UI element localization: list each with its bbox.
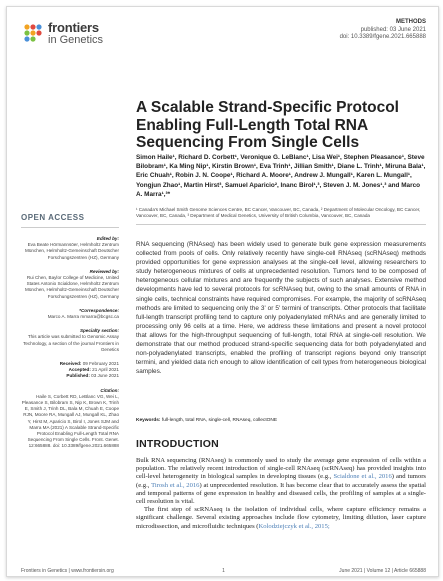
reviewed-by	[21, 269, 119, 300]
article-meta	[340, 19, 426, 42]
citation-link[interactable]: Kolodziejczyk et al., 2015;	[258, 522, 330, 530]
author-list: Simon Haile¹, Richard D. Corbett¹, Veronique G. LeBlanc¹, Lisa Wei¹, Stephen Pleasance¹, Steve Bilobram¹, Ka Ming Nip¹, Kirstin Brown¹, Eva Trinh¹, Jillian Smith¹, Diane L. Trinh¹, Miruna Bala¹, Eric Chuah¹, Robin J. N. Coope¹, Richard A. Moore¹, Andrew J. Mungall¹, Karen L. Mungall¹, Yongjun Zhao¹, Martin Hirst³, Samuel Aparicio², Inanc Birol¹,³, Steven J. M. Jones¹,³ and Marco A. Marra¹,³*	[136, 154, 426, 198]
keywords-label: Keywords:	[136, 418, 161, 423]
footer-volume: June 2021 | Volume 12 | Article 665888	[339, 568, 426, 574]
doi-link[interactable]: doi: 10.3389/fgene.2021.665888	[339, 34, 426, 40]
keywords-list: full-length, total RNA, single-cell, RNAseq, collectONE	[161, 418, 278, 423]
abstract: RNA sequencing (RNAseq) has been widely used to generate bulk gene expression measurements collected from pools of cells. Only relatively recently have single-cell RNAseq (scRNAseq) methods provided opportunities for gene expression analyses at the single-cell level, allowing researchers to study heterogeneous mixtures of cells at unprecedented resolution. Tumors tend to be composed of heterogeneous cellular mixtures and are frequently the subjects of such analyses. Extensive method developments have led to several protocols for scRNAseq but, owing to the small amounts of RNA in single cells, technical constraints have required compromises. For example, the majority of scRNAseq methods are limited to sequencing only the 3' or 5' termini of transcripts. Other protocols that facilitate full-length transcript profiling tend to capture only polyadenylated mRNAs and are generally limited to processing only 96 cells at a time. Here, we address these limitations and present a novel protocol that allows for the high-throughput sequencing of full-length, total RNA at single-cell resolution. We demonstrate that our method produced strand-specific sequencing data for both polyadenylated and non-polyadenylated transcripts, enabled the profiling of transcript regions beyond only transcript termini, and yielded data rich enough to allow identification of cell types from heterogeneous biological samples.	[136, 241, 426, 376]
logo-journal-name: in Genetics	[48, 34, 104, 46]
article-title: A Scalable Strand-Specific Protocol Enabling Full-Length Total RNA Sequencing From Single Cells	[136, 99, 399, 151]
citation-link[interactable]: Tirosh et al., 2016	[151, 481, 200, 489]
reviewed-by-text: Rui Chen, Baylor College of Medicine, United States Antonio Scialdone, Helmholtz Zentrum München, Helmholtz-Gemeinschaft Deutscher Forschungszentren (HZ), Germany	[25, 275, 119, 299]
correspondence-text[interactable]: Marco A. Marra mmarra@bcgsc.ca	[47, 314, 119, 320]
sidebar-info	[21, 213, 119, 450]
accepted-date: 21 April 2021	[92, 367, 119, 373]
received-label: Received:	[59, 361, 82, 367]
page-number: 1	[222, 568, 225, 574]
correspondence-heading: *Correspondence:	[79, 307, 119, 313]
logo-wordmark: frontiers	[48, 20, 99, 35]
open-access-label: OPEN ACCESS	[21, 213, 85, 222]
article-type: METHODS	[396, 19, 426, 25]
received-date: 09 February 2021	[82, 361, 119, 367]
accepted-label: Accepted:	[68, 367, 91, 373]
affiliations: ¹ Canada's Michael Smith Genome Sciences Centre, BC Cancer, Vancouver, BC, Canada, ² Department of Molecular Oncology, BC Cancer, Vancouver, BC, Canada, ³ Department of Medical Genetics, University of British Columbia, Vancouver, BC, Canada	[136, 207, 426, 225]
journal-logo[interactable]	[21, 19, 141, 53]
specialty-heading: Specialty section:	[79, 328, 119, 334]
edited-by-heading: Edited by:	[96, 236, 119, 241]
edited-by-text: Eva Beate Hörmannsöer, Helmholtz Zentrum München, Helmholtz-Gemeinschaft Deutscher Forschungszentren (HZ), Germany	[25, 242, 119, 260]
introduction-text	[136, 457, 426, 531]
specialty-section	[21, 328, 119, 353]
specialty-text: This article was submitted to Genomic Assay Technology, a section of the journal Frontiers in Genetics	[23, 334, 119, 352]
correspondence	[21, 308, 119, 320]
published-label: Published:	[66, 373, 90, 379]
published-date-left: 03 June 2021	[91, 373, 119, 379]
citation-heading: Citation:	[100, 387, 119, 393]
keywords	[136, 418, 426, 424]
citation-link[interactable]: Scialdone et al., 2016	[333, 473, 392, 481]
footer-journal[interactable]: Frontiers in Genetics | www.frontiersin.org	[21, 568, 114, 574]
intro-paragraph: The first step of scRNAseq is the isolation of individual cells, where capture efficiency remains a significant challenge. Several existing approaches include flow cytometry, limiting dilution, laser capture microdissection, and microfluidic techniques (Kolodziejczyk et al., 2015;	[136, 506, 426, 530]
dates	[21, 361, 119, 380]
section-heading-introduction: INTRODUCTION	[136, 438, 219, 450]
intro-paragraph: Bulk RNA sequencing (RNAseq) is commonly used to study the average gene expression of cells within a population. The relatively recent introduction of single-cell RNAseq (scRNAseq) has provided insights into cell-level heterogeneity in biological samples in developing tissues (e.g., Scialdone et al., 2016) and tumors (e.g., Tirosh et al., 2016) at unprecedented resolution. It has become clear that to accurately assess the spatial and temporal patterns of gene expression in healthy and diseased cells, the profiling of samples at a single-cell resolution is vital.	[136, 457, 426, 506]
article-page	[6, 6, 439, 577]
edited-by	[21, 236, 119, 261]
citation	[21, 388, 119, 450]
reviewed-by-heading: Reviewed by:	[89, 268, 119, 274]
citation-text: Haile S, Corbett RD, LeBlanc VG, Wei L, Pleasance S, Bilobram S, Nip K, Brown K, Trinh E, Smith J, Trinh DL, Bala M, Chuah E, Coope RJN, Moore RA, Mungall AJ, Mungall KL, Zhao Y, Hirst M, Aparicio S, Birol I, Jones SJM and Marra MA (2021) A Scalable Strand-Specific Protocol Enabling Full-Length Total RNA Sequencing From Single Cells. Front. Genet. 12:665888. doi: 10.3389/fgene.2021.665888	[21, 393, 119, 449]
frontiers-logo-icon	[21, 21, 45, 45]
published-date: published: 03 June 2021	[360, 26, 426, 33]
